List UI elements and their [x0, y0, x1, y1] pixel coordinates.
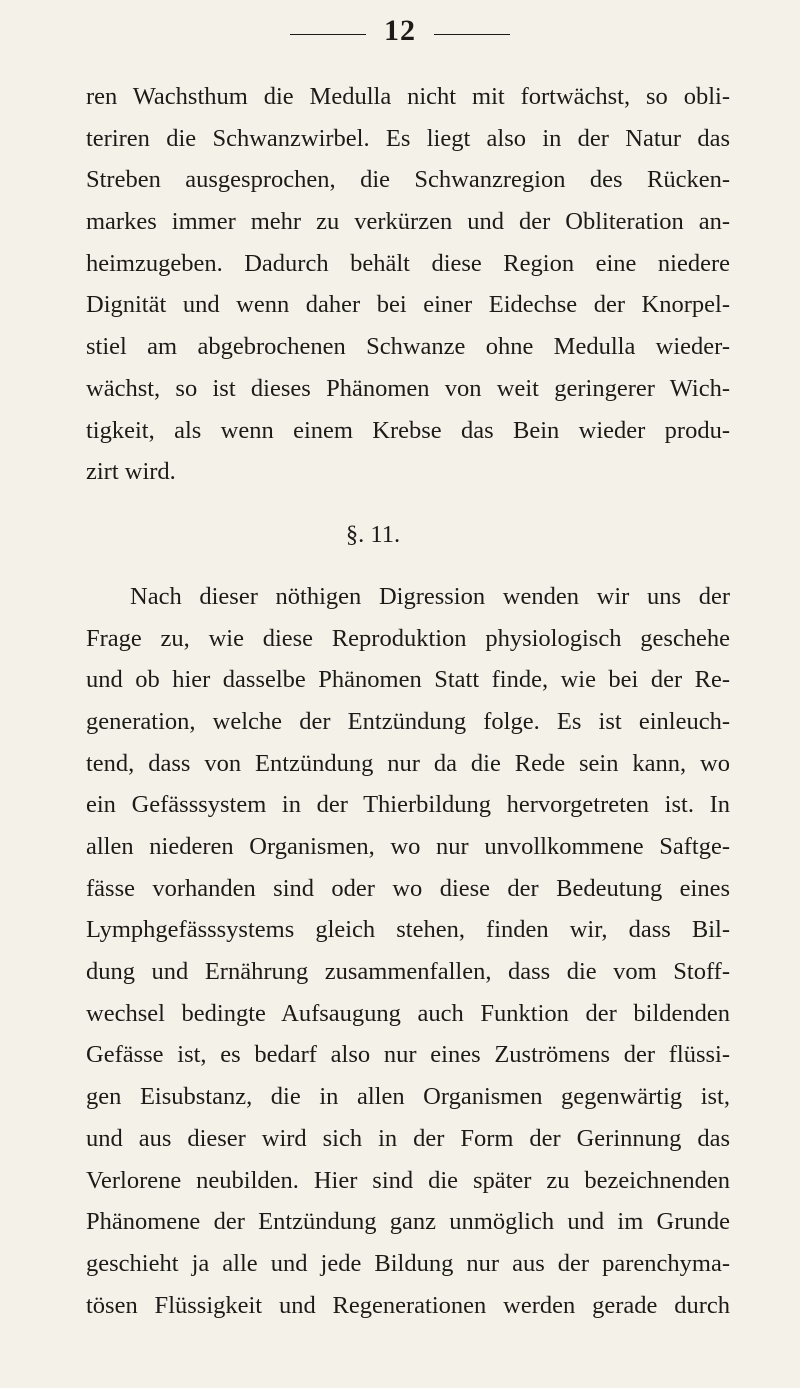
text-line: ein Gefässsystem in der Thierbildung hervorgetreten ist. In [86, 791, 730, 819]
page-header [0, 14, 800, 48]
section-heading: §. 11. [345, 520, 401, 548]
text-line: dung und Ernährung zusammenfallen, dass die vom Stoff- [86, 958, 730, 986]
text-line: ren Wachsthum die Medulla nicht mit fortwächst, so obli- [86, 83, 730, 110]
text-line: stiel am abgebrochenen Schwanze ohne Medulla wieder- [86, 333, 730, 361]
text-line: fässe vorhanden sind oder wo diese der Bedeutung eines [86, 874, 730, 902]
text-line: Phänomene der Entzündung ganz unmöglich und im Grunde [86, 1208, 730, 1236]
text-line: gen Eisubstanz, die in allen Organismen gegenwärtig ist, [86, 1083, 730, 1111]
text-line: Dignität und wenn daher bei einer Eidechse der Knorpel- [86, 291, 730, 319]
text-line: zirt wird. [86, 458, 176, 486]
text-line: allen niederen Organismen, wo nur unvollkommene Saftge- [86, 833, 730, 860]
text-line: tigkeit, als wenn einem Krebse das Bein wieder produ- [86, 416, 730, 444]
text-line: Streben ausgesprochen, die Schwanzregion des Rücken- [86, 166, 730, 194]
page-number: 12 [384, 14, 416, 47]
text-line: Nach dieser nöthigen Digression wenden wir uns der [130, 582, 730, 610]
text-line: heimzugeben. Dadurch behält diese Region eine niedere [86, 249, 730, 277]
paragraph-2 [86, 576, 730, 1326]
text-line: wechsel bedingte Aufsaugung auch Funktion der bildenden [86, 999, 730, 1027]
header-rule-left [290, 34, 366, 35]
text-line: Frage zu, wie diese Reproduktion physiologisch geschehe [86, 624, 730, 652]
text-line: generation, welche der Entzündung folge. Es ist einleuch- [86, 707, 730, 735]
text-line: Gefässe ist, es bedarf also nur eines Zuströmens der flüssi- [86, 1041, 730, 1069]
text-line: tösen Flüssigkeit und Regenerationen werden gerade durch [86, 1291, 730, 1319]
text-line: teriren die Schwanzwirbel. Es liegt also in der Natur das [86, 124, 730, 152]
text-line: und ob hier dasselbe Phänomen Statt finde, wie bei der Re- [86, 666, 730, 694]
body-text [86, 76, 730, 1326]
header-rule-right [434, 34, 510, 35]
paragraph-1 [86, 76, 730, 493]
text-line: Verlorene neubilden. Hier sind die später zu bezeichnenden [86, 1166, 730, 1194]
text-line: wächst, so ist dieses Phänomen von weit geringerer Wich- [86, 374, 730, 402]
text-line: markes immer mehr zu verkürzen und der Obliteration an- [86, 208, 730, 236]
text-line: und aus dieser wird sich in der Form der Gerinnung das [86, 1124, 730, 1152]
text-line: Lymphgefässsystems gleich stehen, finden wir, dass Bil- [86, 916, 730, 944]
text-line: tend, dass von Entzündung nur da die Rede sein kann, wo [86, 749, 730, 777]
text-line: geschieht ja alle und jede Bildung nur aus der parenchyma- [86, 1249, 730, 1277]
